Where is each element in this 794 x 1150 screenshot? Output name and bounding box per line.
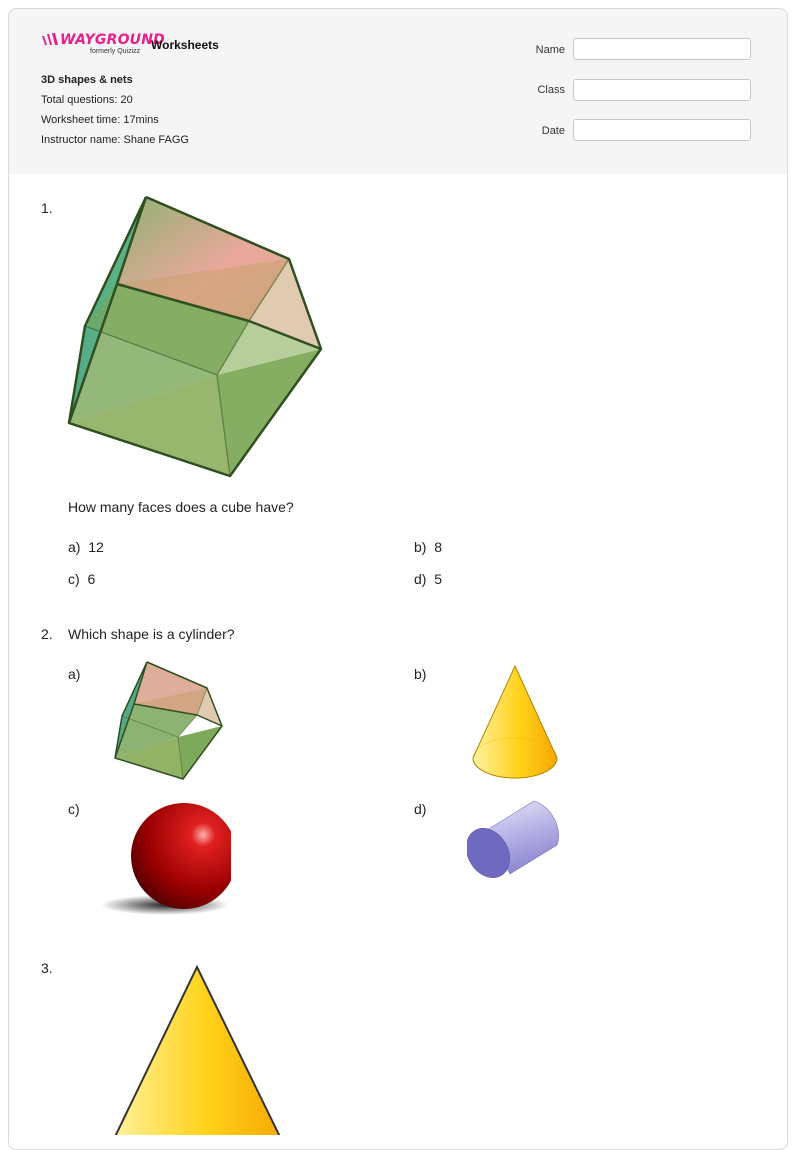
question-1-option-b[interactable] bbox=[414, 539, 442, 555]
question-1-option-d[interactable] bbox=[414, 571, 442, 587]
question-2-number: 2. bbox=[41, 626, 53, 642]
page-title: Worksheets bbox=[151, 38, 219, 52]
question-1-number: 1. bbox=[41, 200, 53, 216]
question-2-option-a[interactable] bbox=[68, 666, 80, 682]
question-3-cone-image bbox=[109, 965, 289, 1140]
logo-wordmark: WAYGROUND bbox=[60, 32, 165, 48]
option-letter: d) bbox=[414, 571, 427, 587]
option-letter: b) bbox=[414, 666, 427, 682]
class-label: Class bbox=[537, 84, 565, 96]
logo-subtitle: formerly Quizizz bbox=[90, 48, 141, 55]
total-questions: Total questions: 20 bbox=[41, 94, 133, 106]
date-field[interactable] bbox=[573, 119, 751, 141]
class-field[interactable] bbox=[573, 79, 751, 101]
date-label: Date bbox=[541, 125, 565, 137]
instructor-name: Instructor name: Shane FAGG bbox=[41, 134, 189, 146]
worksheet-time: Worksheet time: 17mins bbox=[41, 114, 159, 126]
name-field[interactable] bbox=[573, 38, 751, 60]
worksheet-header bbox=[9, 9, 787, 174]
question-1-cube-image bbox=[67, 195, 323, 486]
question-2-option-b[interactable] bbox=[414, 666, 426, 682]
option-letter: a) bbox=[68, 539, 81, 555]
option-text: 8 bbox=[434, 539, 443, 555]
option-letter: c) bbox=[68, 801, 80, 817]
question-2-option-c-sphere-image bbox=[99, 801, 231, 924]
option-text: 12 bbox=[88, 539, 104, 555]
wayground-logo-icon bbox=[41, 33, 59, 52]
option-text: 6 bbox=[87, 571, 96, 587]
question-3-number: 3. bbox=[41, 960, 53, 976]
question-2-option-b-cone-image bbox=[472, 664, 560, 785]
option-letter: b) bbox=[414, 539, 427, 555]
worksheet-title: 3D shapes & nets bbox=[41, 74, 133, 86]
option-text: 5 bbox=[434, 571, 443, 587]
question-2-option-d-cylinder-image bbox=[467, 798, 561, 885]
worksheet bbox=[8, 8, 788, 1150]
option-letter: d) bbox=[414, 801, 427, 817]
option-letter: c) bbox=[68, 571, 80, 587]
question-2-option-a-cube-image bbox=[114, 661, 224, 786]
question-1-option-c[interactable] bbox=[68, 571, 95, 587]
question-1-text: How many faces does a cube have? bbox=[68, 499, 294, 515]
name-label: Name bbox=[535, 44, 565, 56]
question-2-text: Which shape is a cylinder? bbox=[68, 626, 235, 642]
question-1-option-a[interactable] bbox=[68, 539, 104, 555]
question-2-option-c[interactable] bbox=[68, 801, 80, 817]
option-letter: a) bbox=[68, 666, 81, 682]
question-2-option-d[interactable] bbox=[414, 801, 426, 817]
